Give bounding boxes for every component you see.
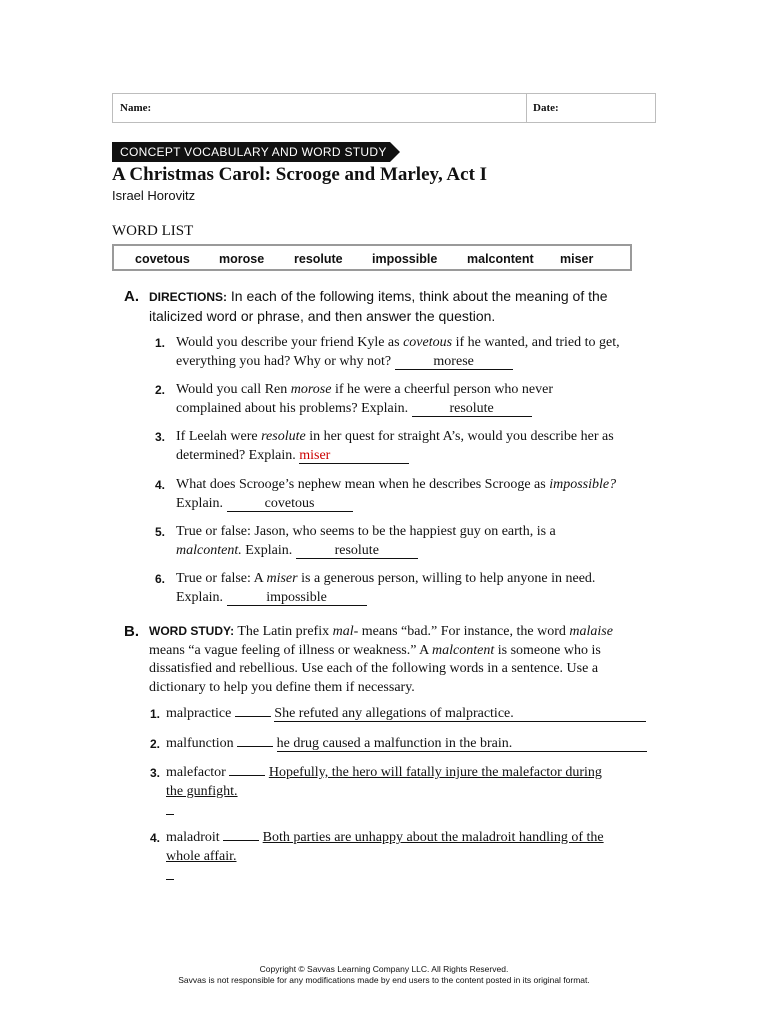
disclaimer-line: Savvas is not responsible for any modifications made by end users to the content posted in its original format. xyxy=(178,975,590,985)
date-label: Date: xyxy=(533,102,559,114)
sentence-answer-cont[interactable]: the gunfight. xyxy=(166,783,238,799)
item-number: 1. xyxy=(150,707,161,721)
author: Israel Horovitz xyxy=(112,188,196,203)
answer-blank[interactable]: resolute xyxy=(296,543,418,559)
section-banner xyxy=(112,142,390,162)
item-number: 3. xyxy=(150,766,161,780)
item-number: 1. xyxy=(155,336,166,350)
word-list-item: covetous xyxy=(135,252,190,266)
word-study-label: WORD STUDY: xyxy=(149,624,235,638)
sentence-answer[interactable]: She refuted any allegations of malpractice. xyxy=(274,706,646,722)
item-number: 2. xyxy=(155,383,166,397)
item-number: 4. xyxy=(155,478,166,492)
directions-text: In each of the following items, think about the meaning of the xyxy=(227,288,608,304)
answer-blank[interactable]: resolute xyxy=(412,401,532,417)
directions-label: DIRECTIONS: xyxy=(149,290,227,304)
word-study-item-1: malpractice She refuted any allegations of malpractice. xyxy=(166,705,656,724)
word-list-item: miser xyxy=(560,252,594,266)
word-list-item: morose xyxy=(219,252,265,266)
answer-blank[interactable]: morese xyxy=(395,354,513,370)
word-study-item-4: maladroit Both parties are unhappy about the maladroit handling of the whole affair. xyxy=(166,829,656,887)
question-1: Would you describe your friend Kyle as covetous if he wanted, and tried to get, everything you had? Why or why not? morese xyxy=(176,335,620,369)
name-date-box xyxy=(112,93,656,123)
section-b-letter: B. xyxy=(124,623,139,640)
word-list-item: resolute xyxy=(294,252,343,266)
answer-blank[interactable]: impossible xyxy=(227,590,367,606)
sentence-answer-cont[interactable]: whole affair. xyxy=(166,848,237,864)
directions-text: italicized word or phrase, and then answer the question. xyxy=(149,307,496,324)
item-number: 3. xyxy=(155,430,166,444)
answer-blank[interactable]: miser xyxy=(299,448,409,464)
word-list-item: malcontent xyxy=(467,252,534,266)
page-title: A Christmas Carol: Scrooge and Marley, Act I xyxy=(112,164,488,185)
name-label: Name: xyxy=(120,102,152,114)
word-study-item-2: malfunction he drug caused a malfunction in the brain. xyxy=(166,735,656,754)
name-date-divider xyxy=(526,94,527,122)
word-list-box xyxy=(112,244,632,271)
question-3: If Leelah were resolute in her quest for straight A’s, would you describe her as determined? Explain. miser xyxy=(176,429,614,463)
section-a-letter: A. xyxy=(124,288,139,305)
item-number: 2. xyxy=(150,737,161,751)
section-a-directions xyxy=(149,287,669,325)
item-number: 6. xyxy=(155,572,166,586)
question-6: True or false: A miser is a generous person, willing to help anyone in need. Explain. impossible xyxy=(176,571,596,605)
word-list-heading: WORD LIST xyxy=(112,223,194,239)
question-4: What does Scrooge’s nephew mean when he describes Scrooge as impossible? Explain. covetous xyxy=(176,477,617,511)
question-5: True or false: Jason, who seems to be the happiest guy on earth, is a malcontent. Explain. resolute xyxy=(176,524,556,558)
item-number: 4. xyxy=(150,831,161,845)
question-2: Would you call Ren morose if he were a cheerful person who never complained about his problems? Explain. resolute xyxy=(176,382,554,416)
word-study-item-3: malefactor Hopefully, the hero will fatally injure the malefactor during the gunfight. xyxy=(166,764,656,822)
sentence-answer[interactable]: Hopefully, the hero will fatally injure the malefactor during xyxy=(268,765,602,780)
answer-blank[interactable]: covetous xyxy=(227,496,353,512)
word-list-item: impossible xyxy=(372,252,438,266)
banner-text: CONCEPT VOCABULARY AND WORD STUDY xyxy=(120,145,387,159)
sentence-answer[interactable]: Both parties are unhappy about the maladroit handling of the xyxy=(262,830,604,845)
section-b-directions: WORD STUDY: The Latin prefix mal- means “bad.” For instance, the word malaise means “a vague feeling of illness or weakness.” A malcontent is someone who is dissatisfied and rebellious. Use each of the following words in a sentence. Use a dictionary to help you define them if necessary. xyxy=(149,624,613,695)
item-number: 5. xyxy=(155,525,166,539)
copyright-line: Copyright © Savvas Learning Company LLC. All Rights Reserved. xyxy=(259,964,509,974)
sentence-answer[interactable]: he drug caused a malfunction in the brain. xyxy=(277,736,647,752)
